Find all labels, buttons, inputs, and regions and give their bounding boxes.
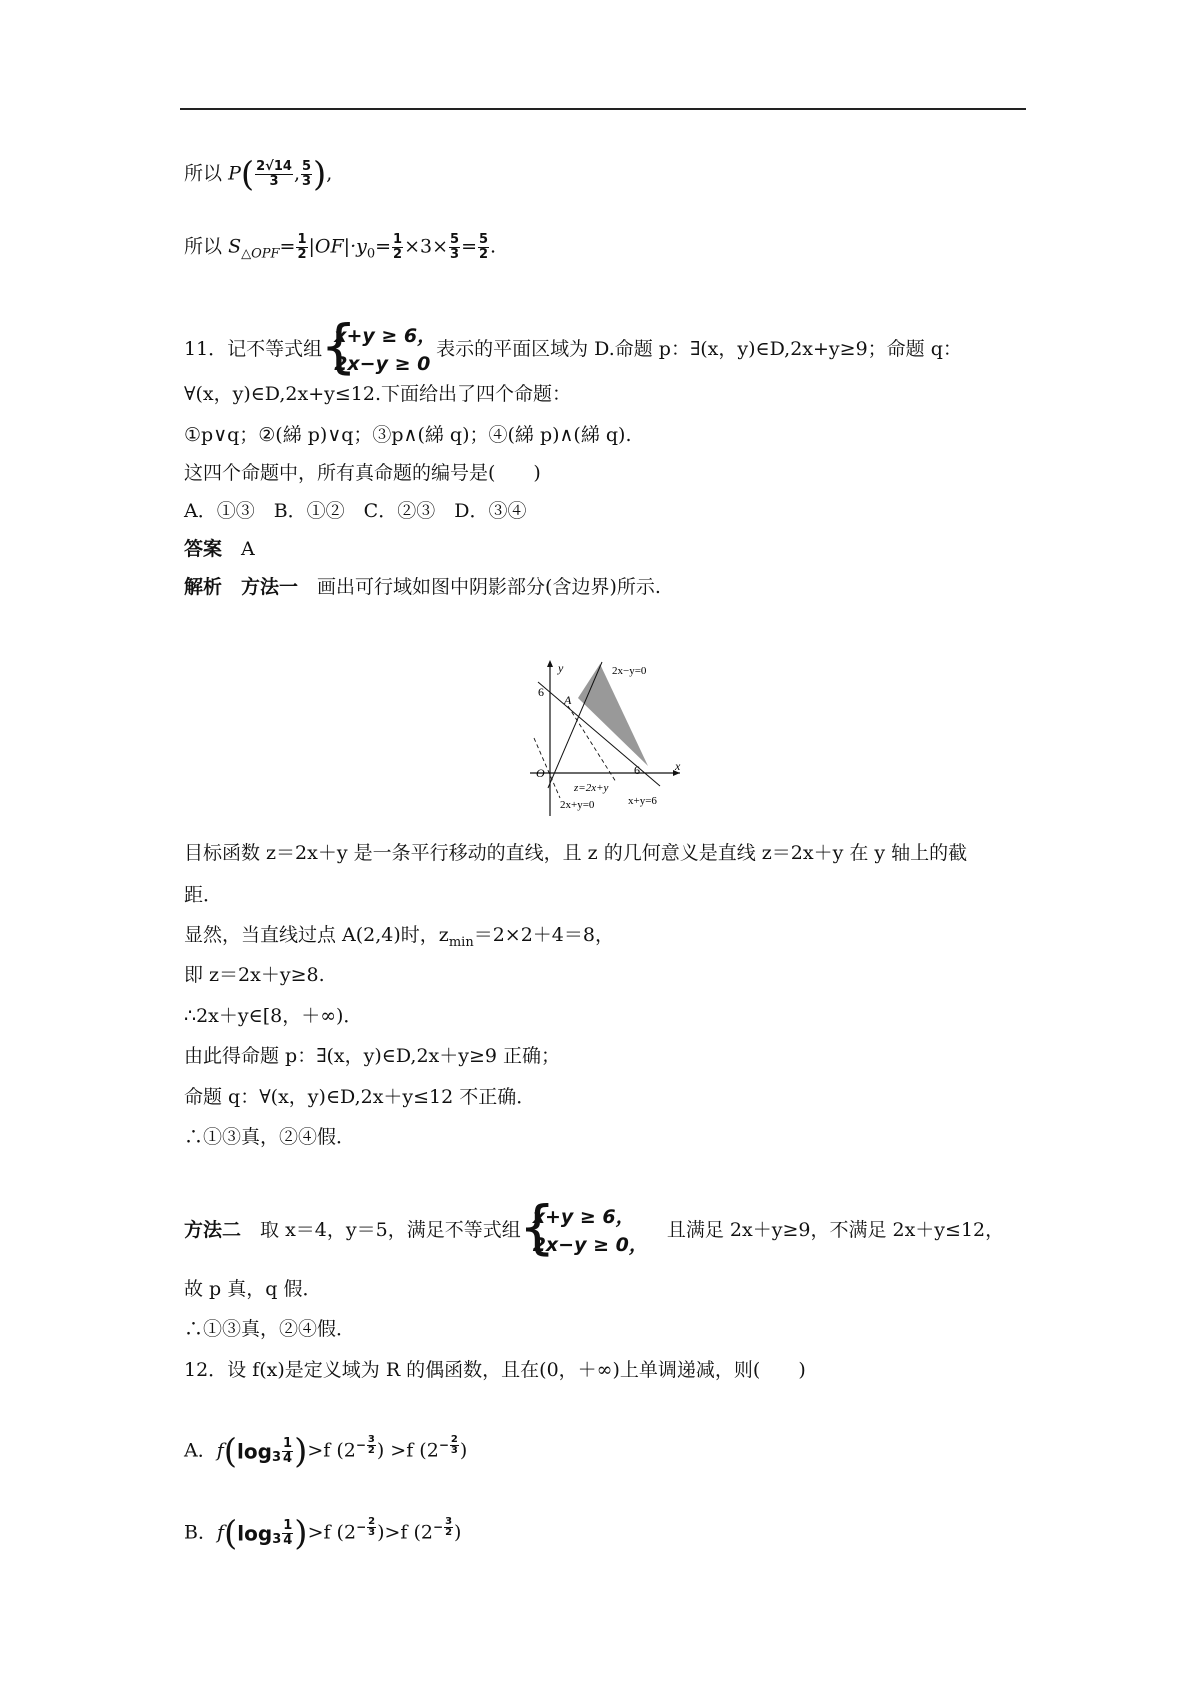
m1-line: ∴①③真，②④假．: [184, 1126, 356, 1148]
frac-half: $\frac{1}{2}$: [297, 232, 307, 262]
text: .: [490, 235, 497, 258]
frac-1: $\frac{2√14}{3}$: [256, 159, 292, 189]
m2-line3: ∴①③真，②④假．: [184, 1318, 356, 1340]
text: =: [375, 235, 392, 258]
frac-half-2: $\frac{1}{2}$: [393, 232, 403, 262]
label-x: x: [675, 759, 681, 773]
header-rule: [180, 108, 1026, 110]
label-line3: 2x+y=0: [560, 799, 595, 811]
m1-line: ∴2x＋y∈[8，＋∞)．: [184, 1005, 363, 1027]
text: 所以: [184, 235, 223, 258]
paren: ): [313, 154, 327, 195]
paren: (: [240, 154, 255, 195]
shaded-region: [578, 664, 648, 766]
m1-line: 显然，当直线过点 A(2,4)时，$z_{min}=2\times 2+4=8$，: [184, 924, 614, 950]
m2-line2: 故 p 真，q 假．: [184, 1278, 322, 1300]
q12-option-A: A．$f(\log_3$ $\frac{1}{4}$ )>f ($2^{- \frac{3}{2}}$ ) >f ($2^{- \frac{2}{3}}$ ): [184, 1431, 468, 1472]
label-y: y: [558, 661, 564, 675]
q11-options: A．①③ B．①② C．②③ D．③④: [184, 500, 527, 522]
label-line4: x+y=6: [628, 795, 657, 807]
label-O: O: [536, 766, 545, 780]
text: 11．记不等式组: [184, 338, 323, 360]
frac-5-3: $\frac{5}{3}$: [450, 232, 460, 262]
m1-line: 目标函数 z＝2x＋y 是一条平行移动的直线，且 z 的几何意义是直线 z＝2x＋y 在 y 轴上的截: [184, 842, 968, 864]
label-6x: 6: [634, 763, 640, 777]
frac-2: $\frac{5}{3}$: [301, 159, 312, 189]
m1-line: 由此得命题 p：∃(x，y)∈D,2x＋y≥9 正确；: [184, 1045, 561, 1067]
text: |OF|·: [308, 235, 357, 258]
q12-stem: 12．设 f(x)是定义域为 R 的偶函数，且在(0，＋∞)上单调递减，则( ): [184, 1359, 806, 1381]
var-S: S: [228, 235, 242, 258]
text: =: [279, 235, 296, 258]
feasible-region-figure: [520, 658, 690, 818]
label-line1: 2x−y=0: [612, 665, 647, 677]
q11-stem: [184, 312, 962, 380]
text: ×3×: [404, 235, 449, 258]
frac-5-2: $\frac{5}{2}$: [479, 232, 489, 262]
inequality-system: { x+y ≥ 6， 2x−y ≥ 0: [320, 312, 437, 380]
subscript: 0: [366, 246, 376, 262]
text: y: [356, 235, 367, 258]
q11-question: 这四个命题中，所有真命题的编号是( ): [184, 462, 541, 484]
m1-line: 即 z＝2x＋y≥8.: [184, 964, 325, 986]
m1-line: 命题 q：∀(x，y)∈D,2x＋y≤12 不正确．: [184, 1086, 536, 1108]
q11-line2: ∀(x，y)∈D,2x+y≤12.下面给出了四个命题：: [184, 383, 571, 405]
m2-line: 方法二 取 x＝4，y＝5，满足不等式组 { x+y ≥ 6， 2x−y ≥ 0， 且满足 2x＋y≥9，不满足 2x＋y≤12，: [184, 1193, 1005, 1261]
label-6y: 6: [538, 685, 544, 699]
line-area: [184, 233, 496, 267]
m1-line: 距．: [184, 884, 223, 906]
line-2x-y: [548, 662, 602, 788]
text: =: [461, 235, 477, 258]
label-line2: z=2x+y: [574, 782, 609, 794]
subscript: △OPF: [241, 246, 280, 262]
line-P: 所以 P( $\frac{2√14}{3}$ , $\frac{5}{3}$ ),: [184, 154, 333, 195]
text: ,: [326, 162, 333, 185]
label-A: A: [564, 693, 572, 707]
q12-option-B: B．$f(\log_3$ $\frac{1}{4}$ )>f ($2^{- \frac{2}{3}}$ )>f ($2^{- \frac{3}{2}}$ ): [184, 1513, 462, 1554]
var-P: P: [228, 162, 241, 185]
text: 所以: [184, 162, 223, 185]
text: 表示的平面区域为 D.命题 p：∃(x，y)∈D,2x+y≥9；命题 q：: [436, 338, 962, 360]
q11-analysis: 解析 方法一 画出可行域如图中阴影部分(含边界)所示.: [184, 576, 661, 598]
q11-answer: 答案 A: [184, 538, 255, 560]
inequality-system-2: { x+y ≥ 6， 2x−y ≥ 0，: [518, 1193, 648, 1261]
q11-propositions: ①p∨q；②(綈 p)∨q；③p∧(綈 q)；④(綈 p)∧(綈 q).: [184, 424, 632, 446]
